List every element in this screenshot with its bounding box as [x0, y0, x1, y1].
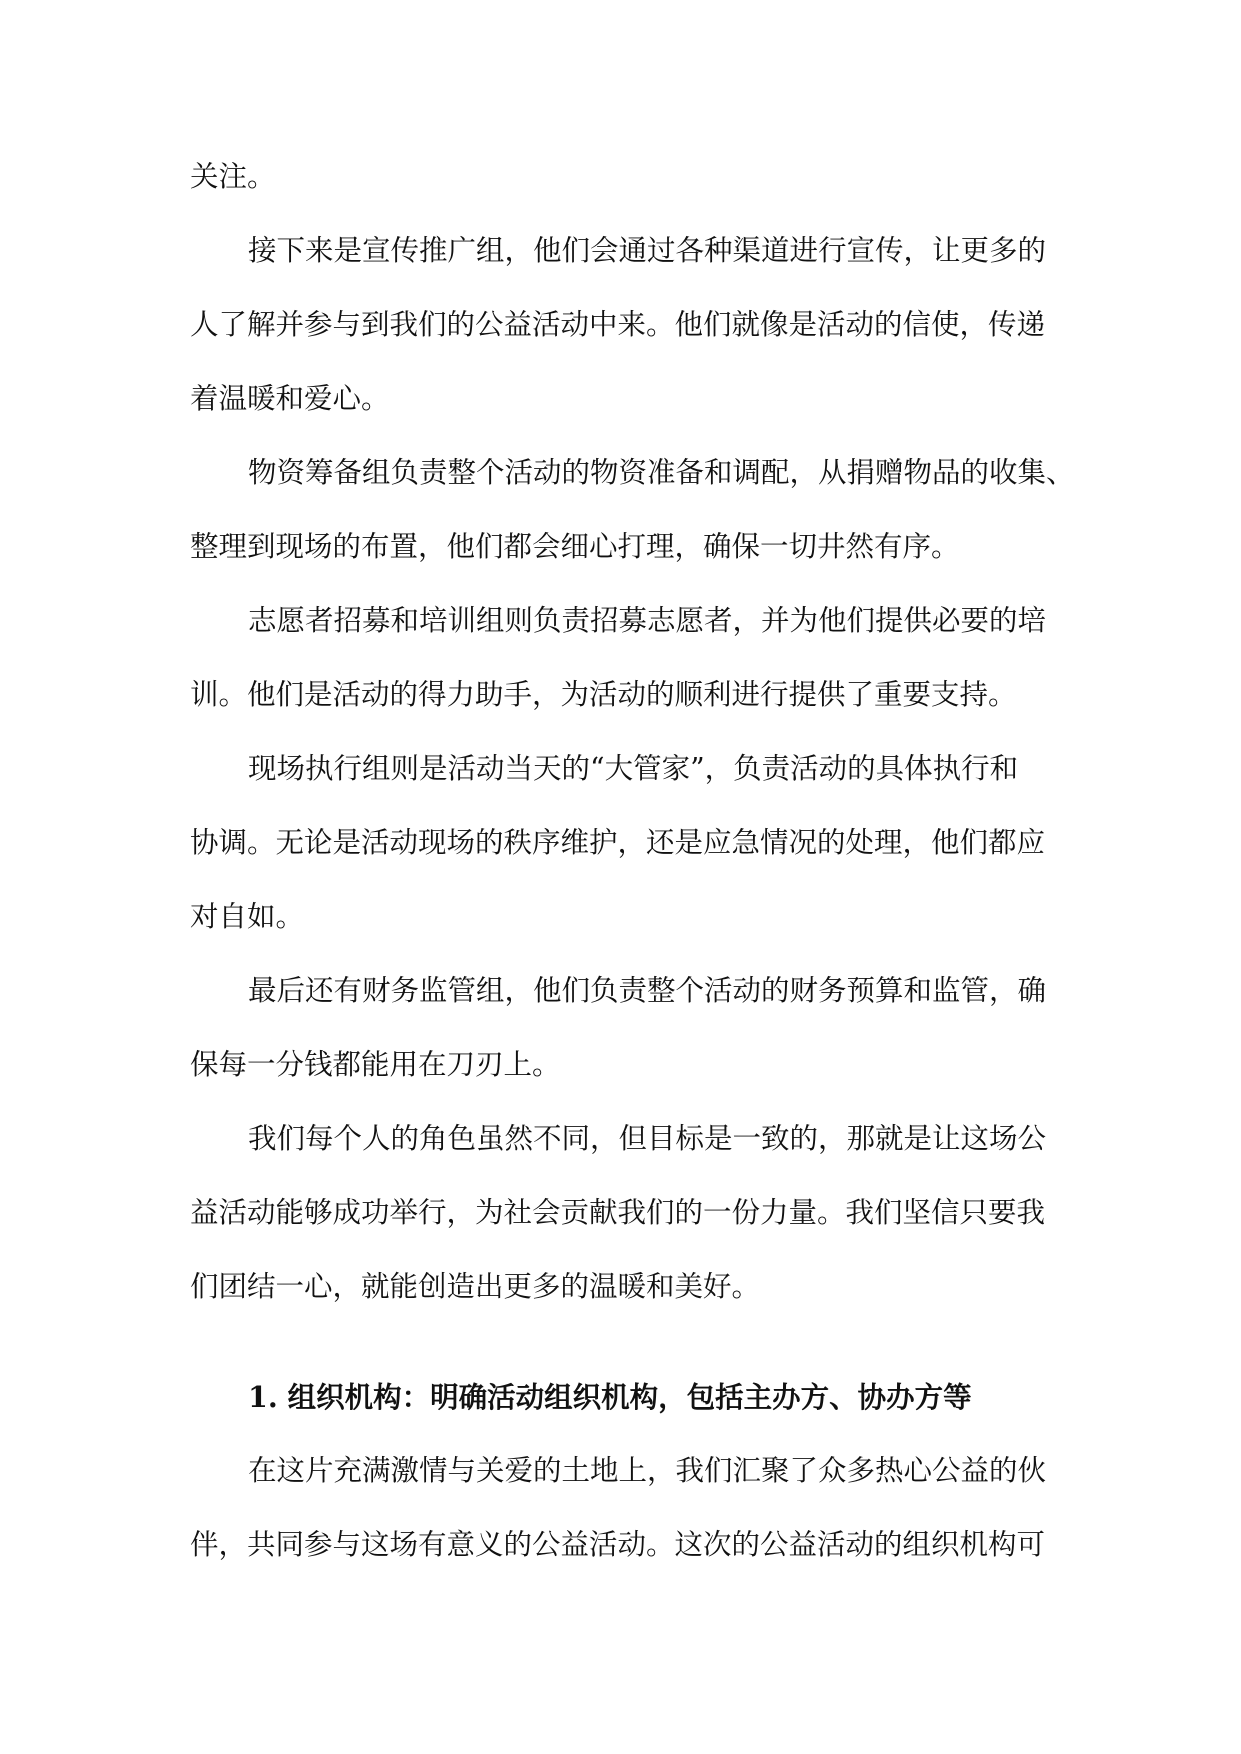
text-line: 们团结一心，就能创造出更多的温暖和美好。	[190, 1270, 761, 1303]
text-line: 益活动能够成功举行，为社会贡献我们的一份力量。我们坚信只要我	[190, 1196, 1046, 1229]
text-line: 协调。无论是活动现场的秩序维护，还是应急情况的处理，他们都应	[190, 826, 1046, 859]
text-line: 训。他们是活动的得力助手，为活动的顺利进行提供了重要支持。	[190, 678, 1017, 711]
text-line: 我们每个人的角色虽然不同，但目标是一致的，那就是让这场公	[248, 1122, 1047, 1155]
document-body	[190, 140, 1075, 1582]
text-line: 人了解并参与到我们的公益活动中来。他们就像是活动的信使，传递	[190, 308, 1046, 341]
text-line: 志愿者招募和培训组则负责招募志愿者，并为他们提供必要的培	[248, 604, 1047, 637]
text-line: 伴，共同参与这场有意义的公益活动。这次的公益活动的组织机构可	[190, 1528, 1046, 1561]
text-line: 对自如。	[190, 900, 305, 933]
text-line: 保每一分钱都能用在刀刃上。	[190, 1048, 561, 1081]
text-line: 关注。	[190, 160, 276, 193]
text-line: 着温暖和爱心。	[190, 382, 390, 415]
text-line: 现场执行组则是活动当天的“大管家”，负责活动的具体执行和	[248, 752, 1019, 785]
section-heading: 1. 组织机构：明确活动组织机构，包括主办方、协办方等	[248, 1380, 972, 1414]
text-line: 整理到现场的布置，他们都会细心打理，确保一切井然有序。	[190, 530, 960, 563]
text-line: 最后还有财务监管组，他们负责整个活动的财务预算和监管，确	[248, 974, 1047, 1007]
text-line: 物资筹备组负责整个活动的物资准备和调配，从捐赠物品的收集、	[248, 456, 1075, 489]
text-line: 在这片充满激情与关爱的土地上，我们汇聚了众多热心公益的伙	[248, 1454, 1047, 1487]
section-spacer	[190, 1324, 1058, 1360]
text-line: 接下来是宣传推广组，他们会通过各种渠道进行宣传，让更多的	[248, 234, 1047, 267]
